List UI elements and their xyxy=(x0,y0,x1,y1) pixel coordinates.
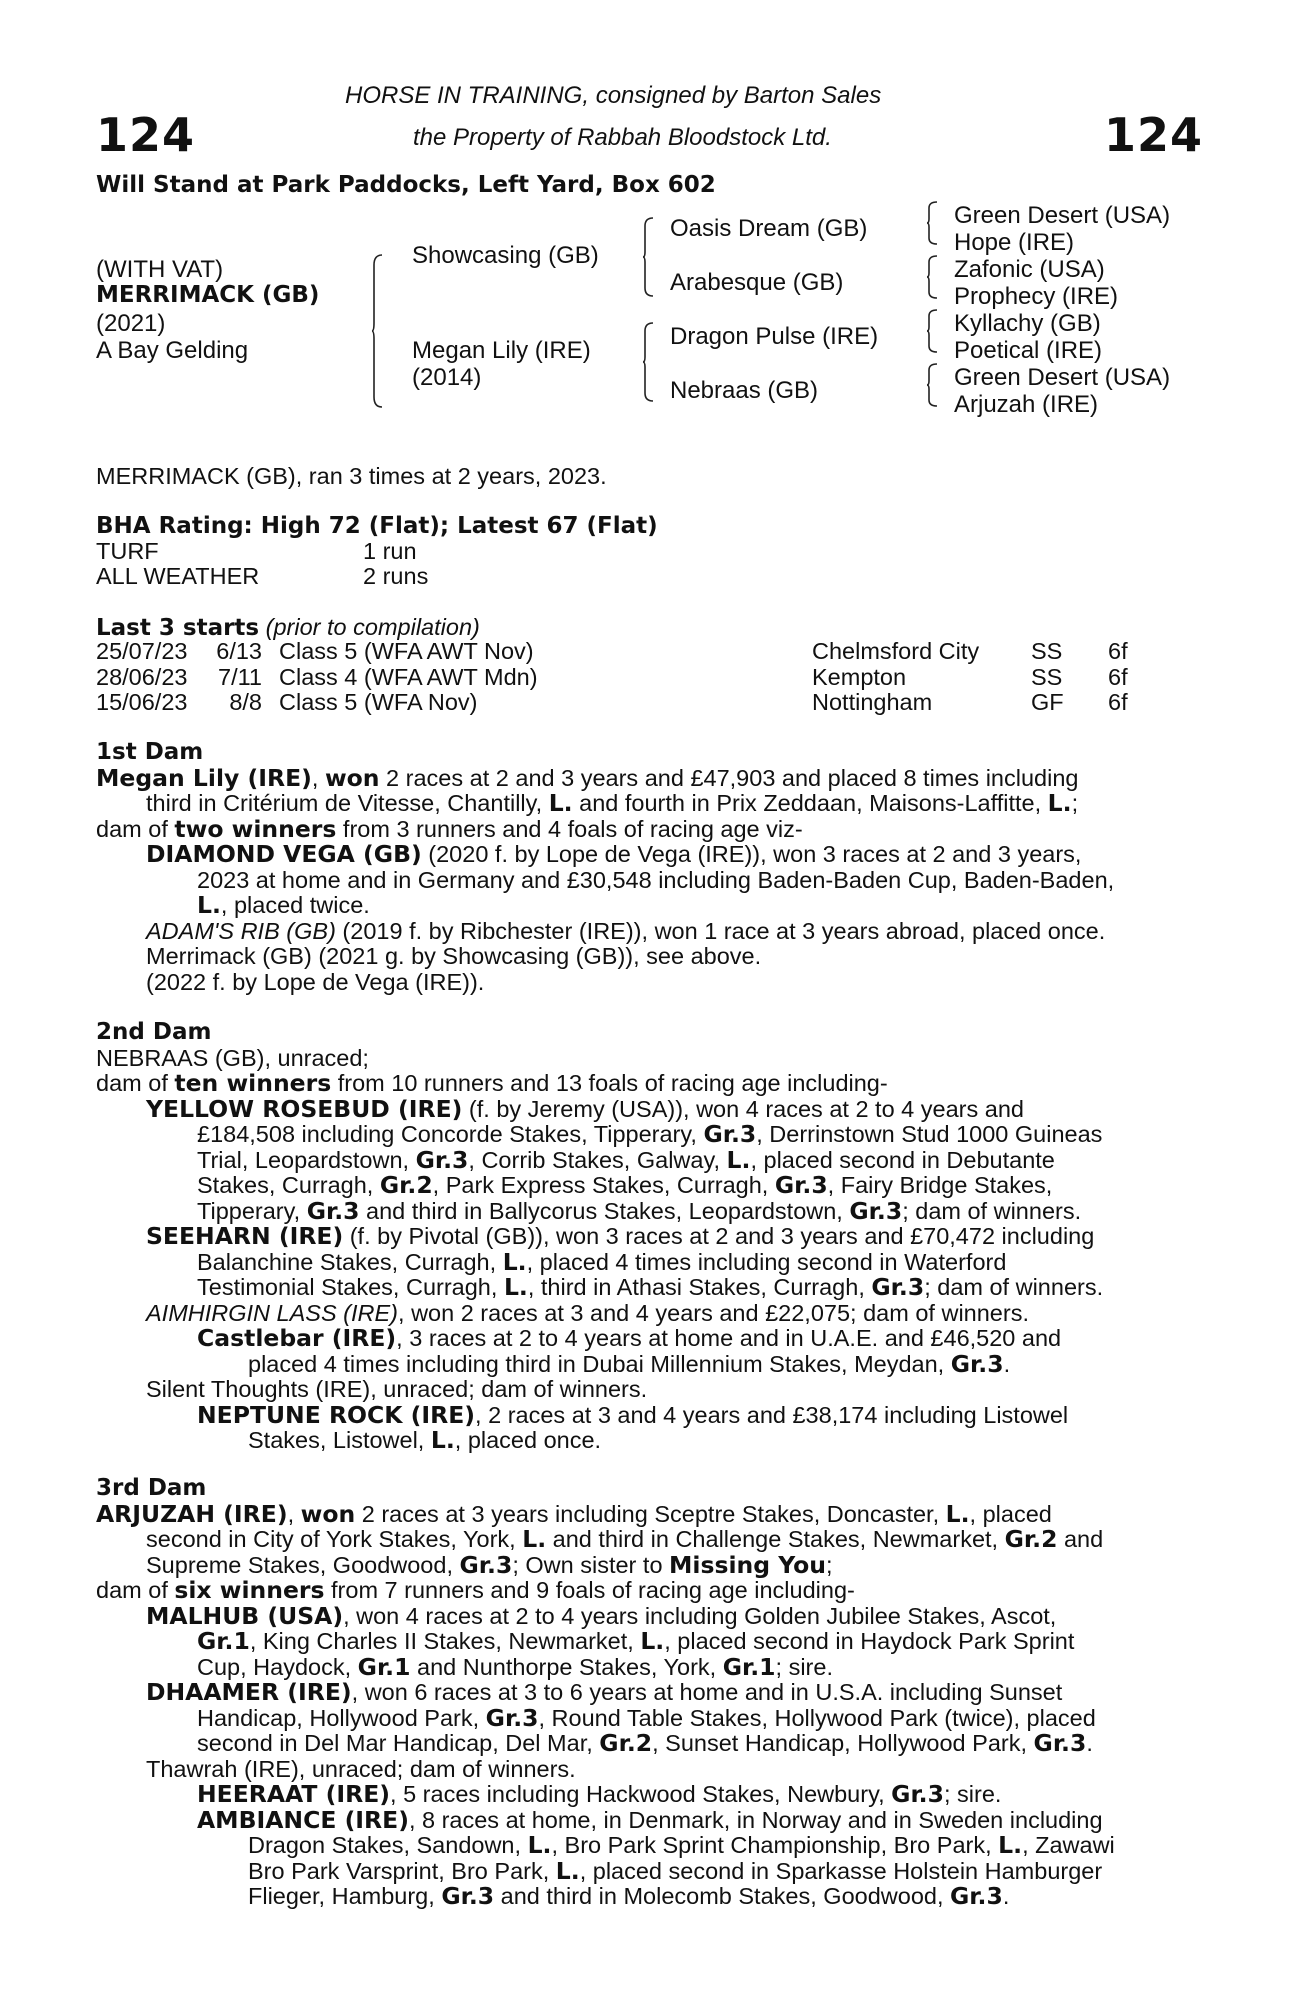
text: , King Charles II Stakes, Newmarket, xyxy=(249,1628,641,1654)
start-position: 7/11 xyxy=(218,663,262,690)
text: . xyxy=(1003,1350,1011,1377)
text: Supreme Stakes, Goodwood, xyxy=(146,1551,460,1578)
listed-mark: L. xyxy=(522,1525,547,1553)
gen4-3: Zafonic (USA) xyxy=(954,256,1105,283)
grade-mark: Gr.3 xyxy=(459,1550,513,1579)
pedigree-bracket-4a xyxy=(927,202,939,244)
listed-mark: L. xyxy=(1047,789,1072,817)
text: Tipperary, xyxy=(197,1197,307,1224)
text: , Fairy Bridge Stakes, xyxy=(827,1172,1053,1198)
text: Balanchine Stakes, Curragh, xyxy=(197,1248,503,1275)
pedigree-bracket-main xyxy=(372,255,384,407)
start-course: Chelmsford City xyxy=(812,638,980,664)
grade-mark: Gr.2 xyxy=(1004,1525,1058,1553)
text: second in Del Mar Handicap, Del Mar, xyxy=(197,1730,600,1756)
grade-mark: Gr.1 xyxy=(197,1627,250,1655)
dam-year: (2014) xyxy=(412,364,482,391)
second-dam-section xyxy=(96,1020,1201,1454)
text: , 3 races at 2 to 4 years at home and in U.A.E. and £46,520 and xyxy=(396,1325,1062,1351)
first-dam-section xyxy=(96,740,1201,995)
listed-mark: L. xyxy=(430,1426,455,1454)
text: and fourth in Prix Zeddaan, Maisons-Laffitte, xyxy=(572,790,1048,816)
text: 2 races at 2 and 3 years and £47,903 and placed 8 times including xyxy=(379,764,1079,791)
text: placed 4 times including third in Dubai Millennium Stakes, Meydan, xyxy=(248,1350,951,1377)
text: , Bro Park Sprint Championship, Bro Park, xyxy=(551,1832,999,1858)
first-dam-line xyxy=(96,763,1201,792)
grandsire-dam: Dragon Pulse (IRE) xyxy=(670,323,879,350)
race-summary: MERRIMACK (GB), ran 3 times at 2 years, 2023. xyxy=(96,463,607,489)
text: ; Own sister to xyxy=(512,1551,670,1578)
text: , won 6 races at 3 to 6 years at home and in U.S.A. including Sunset xyxy=(351,1679,1063,1705)
produce-name: SEEHARN (IRE) xyxy=(146,1222,344,1250)
text: Dragon Stakes, Sandown, xyxy=(248,1832,528,1858)
produce-name: Castlebar (IRE) xyxy=(197,1324,397,1352)
text: Stakes, Listowel, xyxy=(248,1427,431,1453)
text: (f. by Jeremy (USA)), won 4 races at 2 to 4 years and xyxy=(462,1095,1024,1122)
start-going: SS xyxy=(1031,638,1063,664)
listed-mark: L. xyxy=(197,891,221,919)
horse-year: (2021) xyxy=(96,310,166,337)
text: Flieger, Hamburg, xyxy=(248,1883,442,1909)
first-dam-line xyxy=(96,791,1201,817)
text: and Nunthorpe Stakes, York, xyxy=(410,1653,723,1680)
start-distance: 6f xyxy=(1108,663,1128,690)
text: and third in Molecomb Stakes, Goodwood, xyxy=(494,1883,951,1909)
pedigree-bracket-4d xyxy=(927,364,939,406)
third-dam-line xyxy=(96,1550,1201,1579)
text: from 7 runners and 9 foals of racing age including- xyxy=(324,1577,855,1603)
listed-mark: L. xyxy=(502,1247,527,1276)
third-dam-line xyxy=(96,1782,1201,1808)
pedigree-bracket-4c xyxy=(927,310,939,352)
vat-label: (WITH VAT) xyxy=(96,256,224,283)
produce-name: NEPTUNE ROCK (IRE) xyxy=(197,1400,476,1429)
second-dam-line xyxy=(96,1275,1201,1301)
sister-bold: Missing You xyxy=(669,1550,826,1579)
start-course: Kempton xyxy=(812,663,907,690)
gen4-7: Green Desert (USA) xyxy=(954,364,1171,391)
text: , placed second in Haydock Park Sprint xyxy=(664,1628,1075,1654)
lot-number-left: 124 xyxy=(96,108,196,162)
text: £184,508 including Concorde Stakes, Tipperary, xyxy=(197,1121,704,1147)
third-dam-line xyxy=(96,1703,1201,1732)
second-dam-title: 2nd Dam xyxy=(96,1019,212,1045)
text: , won 4 races at 2 to 4 years including Golden Jubilee Stakes, Ascot, xyxy=(343,1602,1057,1629)
grade-mark: Gr.3 xyxy=(485,1703,539,1732)
pedigree-bracket-4b xyxy=(927,256,939,298)
third-dam-line xyxy=(96,1884,1201,1910)
grade-mark: Gr.3 xyxy=(703,1120,757,1148)
third-dam-line: Thawrah (IRE), unraced; dam of winners. xyxy=(146,1755,576,1782)
second-dam-line xyxy=(96,1094,1201,1123)
horse-description: A Bay Gelding xyxy=(96,337,249,364)
third-dam-line xyxy=(96,1731,1201,1757)
text: , placed xyxy=(969,1500,1052,1527)
text: second in City of York Stakes, York, xyxy=(146,1526,523,1552)
text: ; dam of winners. xyxy=(924,1274,1104,1300)
grade-mark: Gr.1 xyxy=(722,1652,776,1681)
dam-name: Megan Lily (IRE) xyxy=(412,337,591,364)
produce-name: YELLOW ROSEBUD (IRE) xyxy=(146,1094,463,1123)
listed-mark: L. xyxy=(726,1145,751,1174)
listed-mark: L. xyxy=(555,1856,580,1885)
won-bold: won xyxy=(324,763,380,792)
winners-bold: ten winners xyxy=(174,1069,332,1097)
text: , 2 races at 3 and 4 years and £38,174 including Listowel xyxy=(475,1401,1069,1428)
text: Handicap, Hollywood Park, xyxy=(197,1704,486,1731)
text: , Derrinstown Stud 1000 Guineas xyxy=(756,1121,1103,1147)
second-dam-line xyxy=(96,1173,1201,1199)
granddam-dam: Nebraas (GB) xyxy=(670,377,819,404)
third-dam-line xyxy=(96,1578,1201,1604)
text: third in Critérium de Vitesse, Chantilly, xyxy=(146,790,549,816)
grade-mark: Gr.3 xyxy=(441,1882,495,1910)
text: (2019 f. by Ribchester (IRE)), won 1 race at 3 years abroad, placed once. xyxy=(335,917,1106,944)
third-dam-line xyxy=(96,1652,1201,1681)
second-dam-line: NEBRAAS (GB), unraced; xyxy=(96,1044,369,1071)
second-dam-line xyxy=(96,1224,1201,1250)
listed-mark: L. xyxy=(640,1627,665,1655)
produce-name: MALHUB (USA) xyxy=(146,1601,344,1630)
third-dam-line xyxy=(96,1629,1201,1655)
start-race: Class 5 (WFA Nov) xyxy=(279,689,478,715)
last-starts-heading xyxy=(96,614,480,641)
text: Trial, Leopardstown, xyxy=(197,1146,416,1173)
rating-runs-1: 1 run xyxy=(363,538,417,564)
third-dam-title: 3rd Dam xyxy=(96,1475,207,1501)
produce-name: HEERAAT (IRE) xyxy=(197,1780,391,1808)
last-starts-title: Last 3 starts xyxy=(96,615,260,641)
grade-mark: Gr.1 xyxy=(357,1652,411,1681)
granddam-sire: Arabesque (GB) xyxy=(670,269,844,296)
second-dam-line xyxy=(96,1071,1201,1097)
start-row xyxy=(96,690,1128,716)
second-dam-line xyxy=(96,1349,1201,1378)
start-going: GF xyxy=(1031,689,1064,715)
listed-mark: L. xyxy=(945,1499,970,1528)
grade-mark: Gr.3 xyxy=(891,1780,944,1808)
start-position: 6/13 xyxy=(216,638,262,664)
second-dam-line xyxy=(96,1122,1201,1148)
text: dam of xyxy=(96,1070,175,1096)
first-dam-title: 1st Dam xyxy=(96,739,204,765)
start-position: 8/8 xyxy=(229,689,262,715)
produce-name: DIAMOND VEGA (GB) xyxy=(146,840,422,868)
second-dam-line xyxy=(96,1145,1201,1174)
start-distance: 6f xyxy=(1108,689,1128,715)
winners-bold: two winners xyxy=(174,814,337,843)
start-row xyxy=(96,665,1128,691)
bha-rating-title: BHA Rating: High 72 (Flat); Latest 67 (Flat) xyxy=(96,513,658,539)
text: Stakes, Curragh, xyxy=(197,1172,380,1198)
text: ; dam of winners. xyxy=(902,1197,1082,1224)
text: ; sire. xyxy=(775,1653,833,1680)
text: ; xyxy=(1071,790,1079,816)
grade-mark: Gr.3 xyxy=(950,1349,1004,1378)
text: dam of xyxy=(96,815,175,842)
gen4-6: Poetical (IRE) xyxy=(954,337,1103,364)
third-dam-line xyxy=(96,1680,1201,1706)
grade-mark: Gr.3 xyxy=(774,1171,828,1199)
produce-name: AIMHIRGIN LASS (IRE) xyxy=(146,1299,399,1326)
horse-name: MERRIMACK (GB) xyxy=(96,282,320,308)
produce-name: AMBIANCE (IRE) xyxy=(197,1805,409,1834)
pedigree-bracket-sire xyxy=(643,218,655,296)
last-starts-table xyxy=(96,639,1128,716)
grade-mark: Gr.3 xyxy=(849,1196,903,1225)
listed-mark: L. xyxy=(548,789,573,817)
third-dam-line xyxy=(96,1527,1201,1553)
gen4-5: Kyllachy (GB) xyxy=(954,310,1101,337)
text: from 3 runners and 4 foals of racing age viz- xyxy=(336,815,803,842)
grade-mark: Gr.3 xyxy=(415,1145,469,1174)
second-dam-line xyxy=(96,1428,1201,1454)
last-starts-note: (prior to compilation) xyxy=(265,614,480,640)
start-course: Nottingham xyxy=(812,689,933,715)
text: , xyxy=(287,1500,301,1527)
text: ; xyxy=(826,1551,833,1578)
grade-mark: Gr.2 xyxy=(599,1729,653,1757)
grade-mark: Gr.3 xyxy=(871,1273,925,1301)
sire-name: Showcasing (GB) xyxy=(412,242,599,269)
text: (2020 f. by Lope de Vega (IRE)), won 3 races at 2 and 3 years, xyxy=(421,841,1082,867)
text: , placed once. xyxy=(454,1427,602,1453)
text: , 8 races at home, in Denmark, in Norway and in Sweden including xyxy=(408,1806,1103,1833)
won-bold: won xyxy=(300,1499,356,1528)
second-dam-line xyxy=(96,1400,1201,1429)
third-dam-line xyxy=(96,1601,1201,1630)
text: , Park Express Stakes, Curragh, xyxy=(432,1172,775,1198)
gen4-1: Green Desert (USA) xyxy=(954,202,1171,229)
second-dam-line: Silent Thoughts (IRE), unraced; dam of winners. xyxy=(146,1376,648,1402)
text: Testimonial Stakes, Curragh, xyxy=(197,1274,504,1300)
gen4-4: Prophecy (IRE) xyxy=(954,283,1119,310)
grade-mark: Gr.3 xyxy=(306,1196,360,1225)
text: , Sunset Handicap, Hollywood Park, xyxy=(652,1730,1034,1756)
consignor-line: HORSE IN TRAINING, consigned by Barton Sales xyxy=(345,82,882,109)
text: , xyxy=(311,764,325,791)
start-race: Class 5 (WFA AWT Nov) xyxy=(279,638,534,664)
grandsire-sire: Oasis Dream (GB) xyxy=(670,215,868,242)
text: Cup, Haydock, xyxy=(197,1653,358,1680)
text: , placed second in Debutante xyxy=(750,1146,1055,1173)
pedigree-bracket-dam xyxy=(643,323,655,401)
start-race: Class 4 (WFA AWT Mdn) xyxy=(279,663,538,690)
text: dam of xyxy=(96,1577,175,1603)
first-dam-line xyxy=(96,814,1201,843)
rating-surface-1: TURF xyxy=(96,538,159,564)
start-going: SS xyxy=(1031,663,1063,690)
produce-name: ADAM'S RIB (GB) xyxy=(146,917,336,944)
start-row xyxy=(96,639,1128,665)
stand-location: Will Stand at Park Paddocks, Left Yard, Box 602 xyxy=(96,172,716,198)
grade-mark: Gr.3 xyxy=(1033,1729,1087,1757)
first-dam-line xyxy=(96,842,1201,868)
rating-runs-2: 2 runs xyxy=(363,563,429,589)
text: . xyxy=(1086,1730,1093,1756)
dam-name-bold: Megan Lily (IRE) xyxy=(96,763,312,792)
text: from 10 runners and 13 foals of racing age including- xyxy=(331,1070,888,1096)
listed-mark: L. xyxy=(503,1273,528,1301)
second-dam-line xyxy=(96,1247,1201,1276)
text: , Zawawi xyxy=(1022,1832,1115,1858)
text: , won 2 races at 3 and 4 years and £22,075; dam of winners. xyxy=(398,1299,1029,1326)
produce-name: DHAAMER (IRE) xyxy=(146,1678,352,1706)
text: ; sire. xyxy=(943,1781,1002,1807)
rating-surface-2: ALL WEATHER xyxy=(96,563,260,589)
start-date: 15/06/23 xyxy=(96,689,188,715)
gen4-8: Arjuzah (IRE) xyxy=(954,391,1099,418)
third-dam-line xyxy=(96,1856,1201,1885)
text: and third in Ballycorus Stakes, Leopardstown, xyxy=(359,1197,850,1224)
start-distance: 6f xyxy=(1108,638,1128,664)
text: (f. by Pivotal (GB)), won 3 races at 2 and 3 years and £70,472 including xyxy=(343,1223,1095,1249)
lot-number-right: 124 xyxy=(1103,108,1203,162)
listed-mark: L. xyxy=(527,1831,552,1859)
text: , Corrib Stakes, Galway, xyxy=(468,1146,727,1173)
grade-mark: Gr.2 xyxy=(379,1171,433,1199)
text: , 5 races including Hackwood Stakes, Newbury, xyxy=(390,1781,892,1807)
text: , placed 4 times including second in Waterford xyxy=(526,1248,1007,1275)
grade-mark: Gr.3 xyxy=(950,1882,1003,1910)
gen4-2: Hope (IRE) xyxy=(954,229,1075,256)
start-date: 25/07/23 xyxy=(96,638,188,664)
start-date: 28/06/23 xyxy=(96,663,188,690)
first-dam-line: (2022 f. by Lope de Vega (IRE)). xyxy=(146,968,485,995)
text: , third in Athasi Stakes, Curragh, xyxy=(527,1274,872,1300)
third-dam-line xyxy=(96,1833,1201,1859)
dam-name-bold: ARJUZAH (IRE) xyxy=(96,1499,288,1528)
text: Bro Park Varsprint, Bro Park, xyxy=(248,1857,556,1884)
text: , placed twice. xyxy=(220,892,370,918)
first-dam-line: 2023 at home and in Germany and £30,548 including Baden-Baden Cup, Baden-Baden, xyxy=(197,866,1115,893)
second-dam-line xyxy=(96,1301,1201,1327)
second-dam-line xyxy=(96,1326,1201,1352)
listed-mark: L. xyxy=(998,1831,1023,1859)
property-line: the Property of Rabbah Bloodstock Ltd. xyxy=(413,124,832,151)
first-dam-line xyxy=(96,919,1201,945)
second-dam-line xyxy=(96,1196,1201,1225)
third-dam-line xyxy=(96,1805,1201,1834)
text: . xyxy=(1002,1883,1010,1909)
third-dam-line xyxy=(96,1499,1201,1528)
winners-bold: six winners xyxy=(174,1576,325,1604)
third-dam-section xyxy=(96,1476,1201,1910)
text: and third in Challenge Stakes, Newmarket, xyxy=(546,1526,1005,1552)
first-dam-line xyxy=(96,893,1201,919)
text: 2 races at 3 years including Sceptre Stakes, Doncaster, xyxy=(355,1500,946,1527)
first-dam-line: Merrimack (GB) (2021 g. by Showcasing (GB)), see above. xyxy=(146,943,762,969)
text: , placed second in Sparkasse Holstein Hamburger xyxy=(579,1857,1103,1884)
text: , Round Table Stakes, Hollywood Park (twice), placed xyxy=(538,1704,1096,1731)
text: and xyxy=(1057,1526,1104,1552)
